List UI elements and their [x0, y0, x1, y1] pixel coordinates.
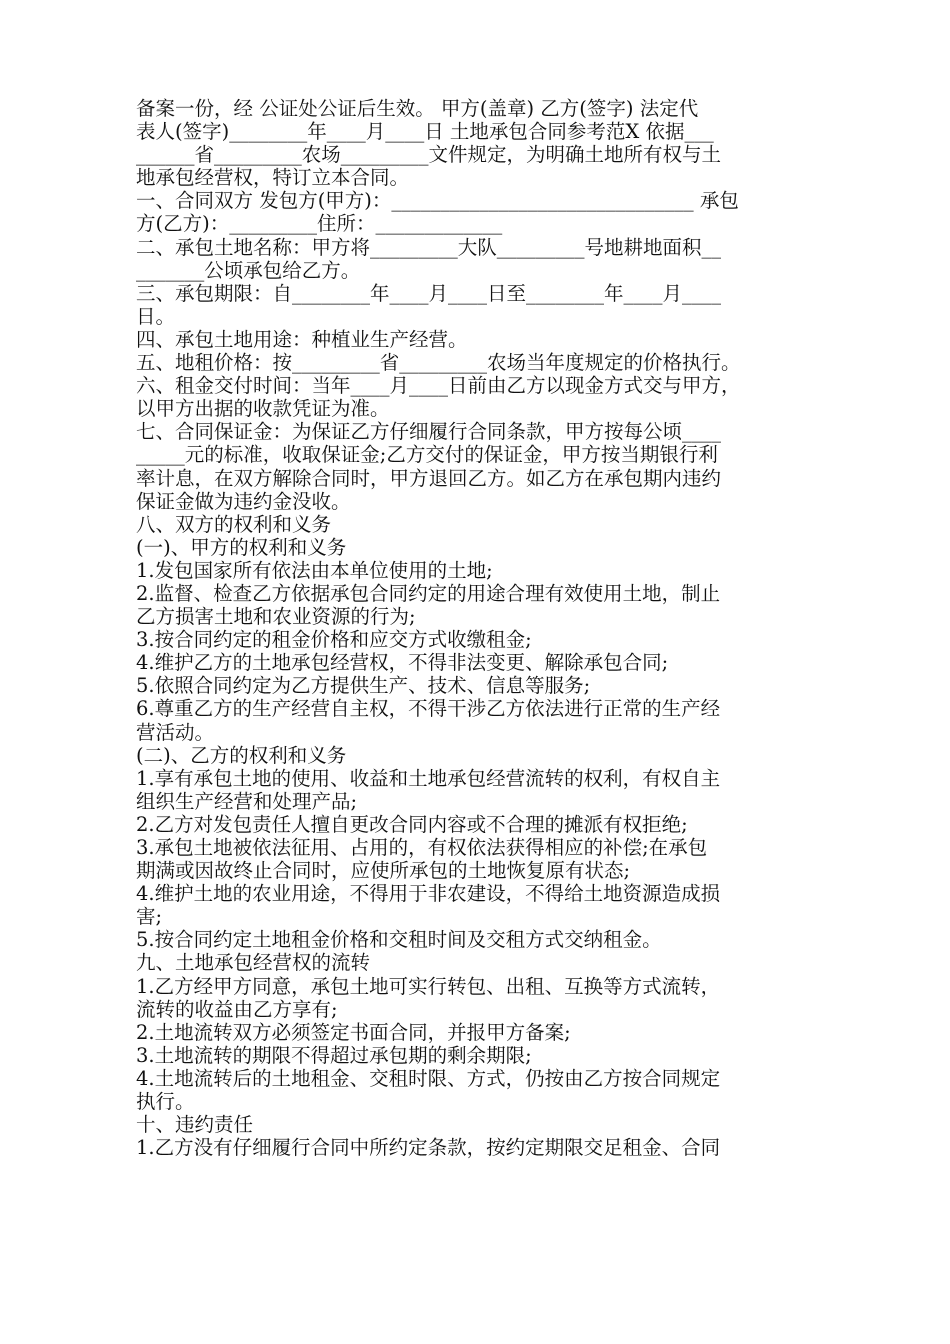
text-line: 率计息，在双方解除合同时，甲方退回乙方。如乙方在承包期内违约: [136, 466, 722, 490]
text-line: 害;: [136, 905, 163, 929]
text-line: 表人(签字)________年____月____日 土地承包合同参考范X 依据___: [136, 120, 714, 144]
text-line: 乙方损害土地和农业资源的行为;: [136, 605, 416, 629]
subsection-heading: (二)、乙方的权利和义务: [136, 743, 347, 767]
text-line: 4.维护土地的农业用途，不得用于非农建设，不得给土地资源造成损: [136, 882, 721, 906]
text-line: 地承包经营权，特订立本合同。: [136, 166, 410, 190]
text-line: 5.依照合同约定为乙方提供生产、技术、信息等服务;: [136, 674, 591, 698]
text-line: 一、合同双方 发包方(甲方)：_______________________________ 承包: [136, 189, 739, 213]
text-line: 4.维护乙方的土地承包经营权，不得非法变更、解除承包合同;: [136, 651, 669, 675]
text-line: 3.土地流转的期限不得超过承包期的剩余期限;: [136, 1043, 532, 1067]
text-line: 以甲方出据的收款凭证为准。: [136, 397, 390, 421]
text-line: 二、承包土地名称：甲方将_________大队_________号地耕地面积__: [136, 235, 722, 259]
text-line: 5.按合同约定土地租金价格和交租时间及交租方式交纳租金。: [136, 928, 662, 952]
text-line: _______公顷承包给乙方。: [136, 258, 361, 282]
text-line: 六、租金交付时间：当年____月____日前由乙方以现金方式交与甲方，: [136, 374, 741, 398]
text-line: 4.土地流转后的土地租金、交租时限、方式，仍按由乙方按合同规定: [136, 1066, 721, 1090]
section-heading: 八、双方的权利和义务: [136, 512, 332, 536]
text-line: 期满或因故终止合同时，应使所承包的土地恢复原有状态;: [136, 859, 631, 883]
text-line: 3.承包土地被依法征用、占用的，有权依法获得相应的补偿;在承包: [136, 836, 708, 859]
text-line: 流转的收益由乙方享有;: [136, 997, 338, 1021]
subsection-heading: (一)、甲方的权利和义务: [136, 535, 347, 559]
text-line: 日。: [136, 304, 176, 328]
text-line: 1.乙方经甲方同意，承包土地可实行转包、出租、互换等方式流转，: [136, 974, 721, 998]
text-line: 6.尊重乙方的生产经营自主权，不得干涉乙方依法进行正常的生产经: [136, 697, 721, 721]
text-line: 组织生产经营和处理产品;: [136, 789, 358, 813]
document-page: [136, 97, 816, 1159]
text-line: 2.监督、检查乙方依据承包合同约定的用途合理有效使用土地，制止: [136, 581, 721, 605]
text-line: 执行。: [136, 1090, 195, 1114]
text-line: 四、承包土地用途：种植业生产经营。: [136, 327, 468, 351]
text-line: 保证金做为违约金没收。: [136, 489, 351, 513]
text-line: 七、合同保证金：为保证乙方仔细履行合同条款，甲方按每公顷____: [136, 420, 722, 444]
text-line: 方(乙方)：_________住所：_____________: [136, 212, 503, 236]
section-heading: 九、土地承包经营权的流转: [136, 951, 371, 975]
text-line: 2.乙方对发包责任人擅自更改合同内容或不合理的摊派有权拒绝;: [136, 812, 688, 836]
text-line: ______省_________农场_________文件规定，为明确土地所有权与土: [136, 143, 722, 167]
text-line: 三、承包期限：自________年____月____日至________年____月____: [136, 281, 722, 305]
text-line: 3.按合同约定的租金价格和应交方式收缴租金;: [136, 628, 532, 652]
text-line: 营活动。: [136, 720, 215, 744]
text-line: 1.乙方没有仔细履行合同中所约定条款，按约定期限交足租金、合同: [136, 1136, 721, 1160]
text-line: 1.享有承包土地的使用、收益和土地承包经营流转的权利，有权自主: [136, 766, 721, 790]
text-line: 1.发包国家所有依法由本单位使用的土地;: [136, 558, 493, 582]
text-line: 备案一份，经 公证处公证后生效。 甲方(盖章) 乙方(签字) 法定代: [136, 97, 699, 120]
text-line: _____元的标准，收取保证金;乙方交付的保证金，甲方按当期银行利: [136, 443, 718, 467]
text-line: 五、地租价格：按_________省_________农场当年度规定的价格执行。: [136, 351, 741, 375]
text-line: 2.土地流转双方必须签定书面合同，并报甲方备案;: [136, 1020, 571, 1044]
section-heading: 十、违约责任: [136, 1113, 254, 1137]
